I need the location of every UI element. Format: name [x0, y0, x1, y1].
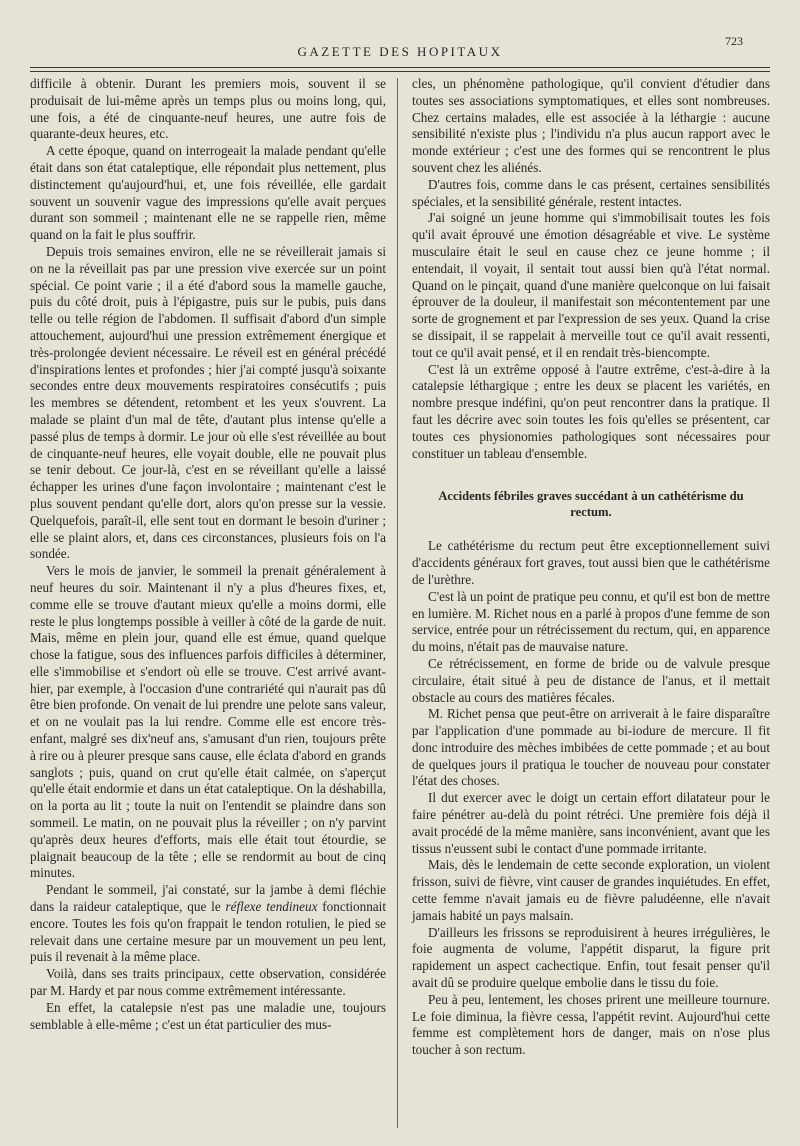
paragraph: Peu à peu, lentement, les choses prirent une meilleure tournure. Le foie diminua, la fièvre cessa, l'appétit revint. Aujourd'hui cette femme est complètement hors de danger, mais on n'ose plus toucher à son rectum. — [412, 991, 770, 1058]
journal-title: GAZETTE DES HOPITAUX — [297, 44, 503, 59]
paragraph: Depuis trois semaines environ, elle ne se réveillerait jamais si on ne la réveillait pas par une pression vive exercée sur un point spécial. Ce point varie ; il a été d'abord sous la mamelle gauche, puis du côté droit, puis à l'épigastre, puis sur le pubis, puis dans telle ou telle région de l'abdomen. Il suffisait d'abord d'un simple attouchement, aujourd'hui une pression extrêmement énergique et très-prolongée devient nécessaire. Le réveil est en général précédé d'inspirations lentes et profondes ; hier j'ai compté jusqu'à soixante secondes entre deux mouvements respiratoires consécutifs ; puis les membres se détendent, retombent et les yeux s'ouvrent. La malade se plaint d'un mal de tête, d'autant plus intense qu'elle a passé plus de temps à dormir. Le jour où elle s'est réveillée au bout de cinquante-neuf heures, elle voyait double, elle ne pouvait plus se tenir debout. Ce jour-là, c'est en se réveillant qu'elle a laissé échapper les urines d'une façon involontaire ; maintenant c'est le plus souvent pendant qu'elle dort, alors qu'on presse sur la vessie. Quelquefois, paraît-il, elle sent tout en dormant le besoin d'uriner ; elle se plaint alors, et, dans ces circonstances, plusieurs fois on l'a sondée. — [30, 243, 386, 562]
paragraph: Le cathétérisme du rectum peut être exceptionnellement suivi d'accidents généraux fort graves, tout aussi bien que le cathétérisme de l'urèthre. — [412, 538, 770, 587]
paragraph: Mais, dès le lendemain de cette seconde exploration, un violent frisson, suivi de fièvre, vint causer de grandes inquiétudes. En effet, cette femme n'avait jamais eu de fièvre paludéenne, elle n'avait jamais habité un pays malsain. — [412, 857, 770, 923]
paragraph — [30, 882, 386, 966]
paragraph: Ce rétrécissement, en forme de bride ou de valvule presque circulaire, était situé à peu de distance de l'anus, et il mettait obstacle au cours des matières fécales. — [412, 655, 770, 705]
paragraph: D'ailleurs les frissons se reproduisirent à heures irrégulières, le foie augmenta de volume, l'appétit disparut, la figure prit rapidement un aspect cachectique. Enfin, tout fesait penser qu'il avait dû se produire quelque embolie dans le tissu du foie. — [412, 924, 770, 991]
header-rule-double — [30, 71, 770, 72]
page-header — [0, 34, 800, 74]
header-rule — [30, 67, 770, 68]
paragraph: cles, un phénomène pathologique, qu'il convient d'étudier dans toutes ses associations symptomatiques, et elles sont nombreuses. Chez certains malades, elle est associée à la léthargie : aucune sensibilité n'existe plus ; l'individu n'a plus aucun rapport avec le monde extérieur ; c'est une des formes qui se rencontrent le plus souvent chez les aliénés. — [412, 76, 770, 175]
paragraph: difficile à obtenir. Durant les premiers mois, souvent il se produisait de lui-même après un temps plus ou moins long, qui, une fois, a été de cinquante-neuf heures, une autre fois de quarante-deux heures, etc. — [30, 76, 386, 142]
paragraph: A cette époque, quand on interrogeait la malade pendant qu'elle était dans son état cataleptique, elle répondait plus nettement, plus distinctement qu'aujourd'hui, et, une fois réveillée, elle gardait souvent un souvenir vague des impressions qu'elle avait perçues durant son sommeil ; maintenant elle ne se rappelle rien, même quand on la fait le plus souffrir. — [30, 143, 386, 243]
paragraph: Voilà, dans ses traits principaux, cette observation, considérée par M. Hardy et par nous comme extrêmement intéressante. — [30, 966, 386, 999]
paragraph: M. Richet pensa que peut-être on arriverait à le faire disparaître par l'application d'une pommade au bi-iodure de mercure. Il fit donc introduire des mèches imbibées de cette pommade ; et au bout de quelques jours il pratiqua le toucher de nouveau pour constater l'état des choses. — [412, 706, 770, 789]
paragraph: C'est là un point de pratique peu connu, et qu'il est bon de mettre en lumière. M. Richet nous en a parlé à propos d'une femme de son service, entrée pour un rétrécissement du rectum, qui, en apparence du moins, n'était pas de mauvaise nature. — [412, 588, 770, 655]
paragraph: En effet, la catalepsie n'est pas une maladie une, toujours semblable à elle-même ; c'est un état particulier des mus- — [30, 999, 386, 1032]
paragraph-text: Pendant le sommeil, j'ai constaté, sur la jambe à demi fléchie dans la raideur cataleptique, que le — [30, 882, 386, 915]
paragraph: C'est là un extrême opposé à l'autre extrême, c'est-à-dire à la catalepsie léthargique ; entre les deux se placent les variétés, en nombre presque indéfini, qu'on peut rencontrer dans la pratique. Il faut les décrire avec soin toutes les fois qu'elles se présentent, car toutes ces physionomies pathologiques sont nécessaires pour constituer un tableau d'ensemble. — [412, 361, 770, 461]
section-title: Accidents fébriles graves succédant à un cathétérisme du rectum. — [438, 489, 744, 520]
paragraph: Vers le mois de janvier, le sommeil la prenait généralement à neuf heures du soir. Maintenant il n'y a plus d'heures fixes, et, comme elle se trouve d'autant mieux qu'elle a moins dormi, elle reste le plus longtemps possible à veiller à côté de la garde de nuit. Mais, même en plein jour, quand elle est émue, quand quelque chose la fatigue, sous des influences parfois difficiles à déterminer, elle s'immobilise et s'endort où elle se trouve. C'est arrivé avant-hier, par exemple, à l'occasion d'une contrariété qui n'aurait pas dû être bien profonde. On venait de lui prendre une pelote sans valeur, et on ne voulait pas la lui rendre. Comme elle est encore très-enfant, malgré ses dix'neuf ans, s'amusant d'un rien, toujours prête à rire ou à pleurer presque sans cause, elle éclata d'abord en grands sanglots ; puis, quand on crut qu'elle était calmée, on s'aperçut qu'elle était endormie et dans un état cataleptique. On la déshabilla, on la porta au lit ; toute la nuit on l'entendit se plaindre dans son sommeil. Le matin, on ne pouvait plus la réveiller ; on n'y parvint qu'après deux heures d'efforts, mais elle était tout étourdie, se plaignait beaucoup de la tête ; elle se rendormit au bout de cinq minutes. — [30, 563, 386, 881]
italic-term: réflexe tendineux — [225, 899, 318, 915]
paragraph: Il dut exercer avec le doigt un certain effort dilatateur pour le faire pénétrer au-delà du point rétréci. Une première fois déjà il avait procédé de la même manière, sans inconvénient, avant que les tissus n'eussent subi le contact d'une pommade irritante. — [412, 790, 770, 856]
right-column — [412, 76, 770, 1059]
left-column — [30, 76, 386, 1033]
column-divider — [397, 78, 398, 1128]
paragraph-text: fonctionnait encore. Toutes les fois qu'on frappait le tendon rotulien, le pied se relevait dans une certaine mesure par un mouvement un peu lent, puis il revenait à la même place. — [30, 899, 386, 965]
page-number: 723 — [725, 34, 743, 48]
paragraph: D'autres fois, comme dans le cas présent, certaines sensibilités spéciales, et la sensibilité générale, restent intactes. — [412, 176, 770, 209]
paragraph: J'ai soigné un jeune homme qui s'immobilisait toutes les fois qu'il avait éprouvé une émotion désagréable et vive. Le système musculaire était le seul en cause chez ce jeune homme ; il entendait, il voyait, il sentait tout aussi bien qu'à l'état normal. Quand on le pinçait, quand d'une manière quelconque on lui faisait éprouver de la douleur, il manifestait son mécontentement par une sorte de grognement et par l'expression de ses yeux. Quand la crise se dissipait, il se rappelait à merveille tout ce qu'il avait ressenti, tout ce qu'il avait pensé, et il en rendait très-biencompte. — [412, 210, 770, 360]
